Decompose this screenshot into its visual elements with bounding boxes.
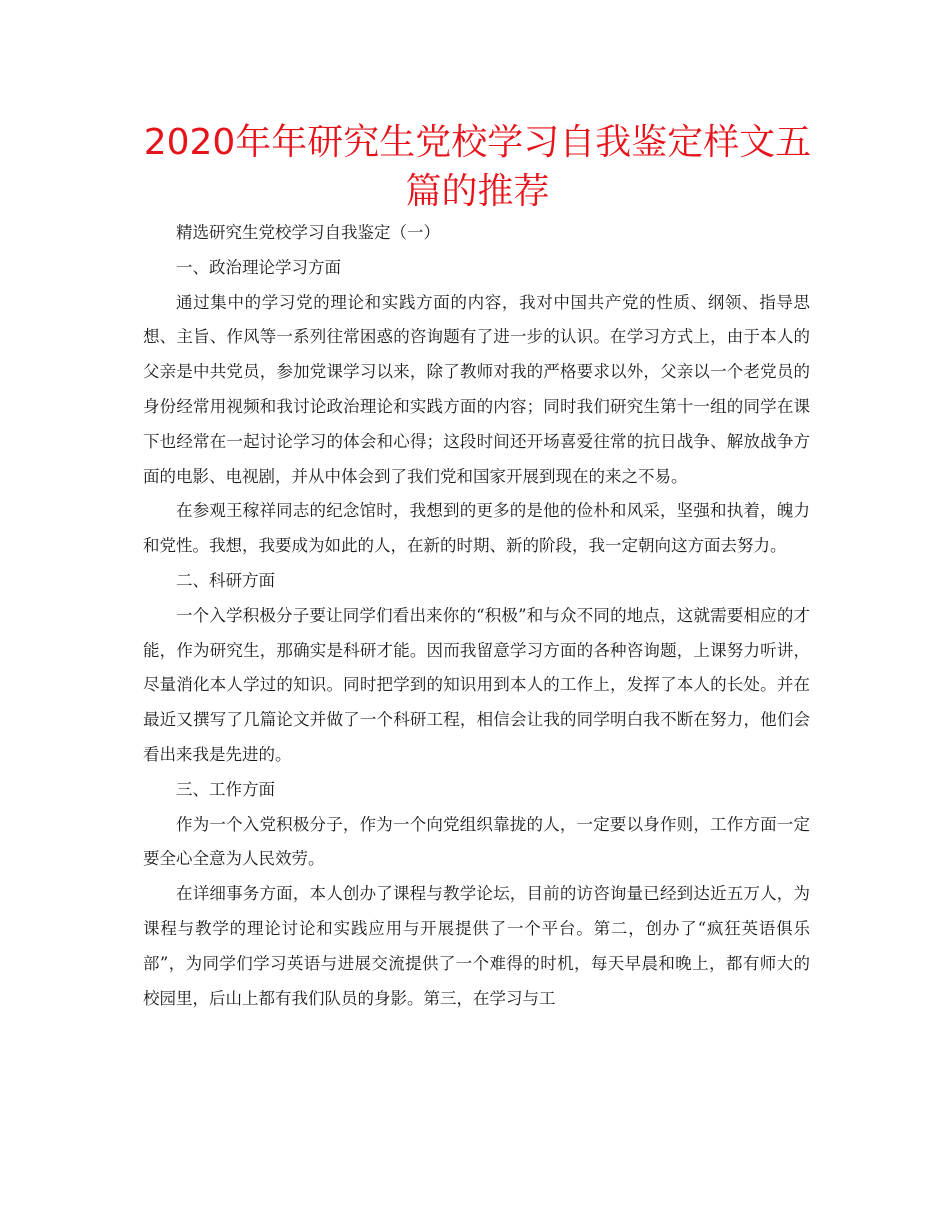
body-paragraph: 作为一个入党积极分子，作为一个向党组织靠拢的人，一定要以身作则，工作方面一定要全心全意为人民效劳。 [143, 814, 810, 869]
section-heading: 精选研究生党校学习自我鉴定（一） [176, 223, 440, 242]
subsection-heading: 二、科研方面 [176, 570, 275, 590]
body-paragraph: 通过集中的学习党的理论和实践方面的内容，我对中国共产党的性质、纲领、指导思想、主旨、作风等一系列往常困惑的咨询题有了进一步的认识。在学习方式上，由于本人的父亲是中共党员，参加党课学习以来，除了教师对我的严格要求以外，父亲以一个老党员的身份经常用视频和我讨论政治理论和实践方面的内容；同时我们研究生第十一组的同学在课下也经常在一起讨论学习的体会和心得；这段时间还开场喜爱往常的抗日战争、解放战争方面的电影、电视剧，并从中体会到了我们党和国家开展到现在的来之不易。 [143, 292, 810, 486]
document-body [143, 216, 810, 1016]
body-paragraph: 在参观王稼祥同志的纪念馆时，我想到的更多的是他的俭朴和风采，坚强和执着，魄力和党性。我想，我要成为如此的人，在新的时期、新的阶段，我一定朝向这方面去努力。 [143, 501, 810, 556]
body-paragraph: 一个入学积极分子要让同学们看出来你的“积极”和与众不同的地点，这就需要相应的才能，作为研究生，那确实是科研才能。因而我留意学习方面的各种咨询题，上课努力听讲，尽量消化本人学过的知识。同时把学到的知识用到本人的工作上，发挥了本人的长处。并在最近又撰写了几篇论文并做了一个科研工程，相信会让我的同学明白我不断在努力，他们会看出来我是先进的。 [143, 605, 810, 764]
body-paragraph: 在详细事务方面，本人创办了课程与教学论坛，目前的访咨询量已经到达近五万人，为课程与教学的理论讨论和实践应用与开展提供了一个平台。第二，创办了“疯狂英语俱乐部”，为同学们学习英语与进展交流提供了一个难得的时机，每天早晨和晚上，都有师大的校园里，后山上都有我们队员的身影。第三，在学习与工 [143, 884, 810, 1008]
subsection-heading: 三、工作方面 [176, 779, 275, 799]
document-title: 2020年年研究生党校学习自我鉴定样文五篇的推荐 [143, 122, 812, 212]
subsection-heading: 一、政治理论学习方面 [176, 257, 341, 277]
